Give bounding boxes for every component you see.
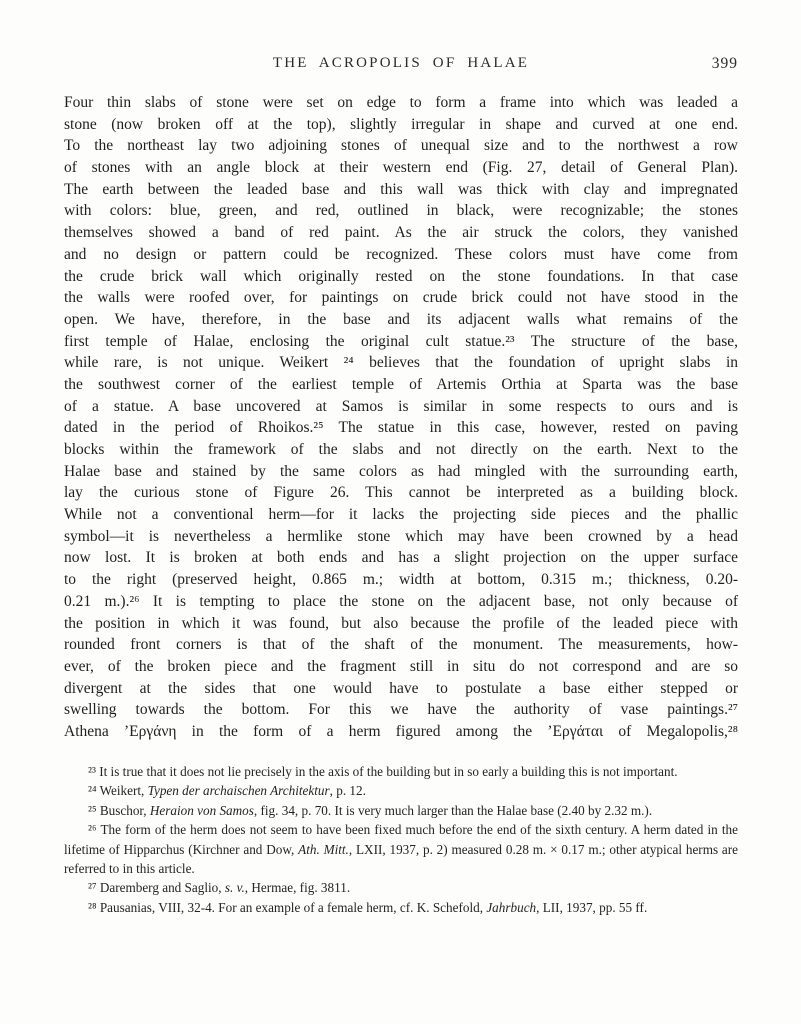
footnote-text: ²⁸ Pausanias, VIII, 32-4. For an example of a female herm, cf. K. Schefold,	[88, 899, 487, 915]
text-line: Athena ’Εργάνη in the form of a herm figured among the ’Εργάται of Megalopolis,²⁸	[64, 722, 738, 740]
footnote-italic-text: Typen der archaischen Architektur	[147, 783, 330, 799]
body-text	[64, 92, 738, 743]
footnote	[64, 781, 738, 800]
footnote	[64, 820, 738, 878]
running-head-title: THE ACROPOLIS OF HALAE	[272, 55, 530, 71]
text-line: the position in which it was found, but also because the profile of the leaded piece with	[64, 614, 738, 632]
text-line: Halae base and stained by the same colors as had mingled with the surrounding earth,	[64, 462, 738, 480]
page-header	[64, 55, 738, 77]
text-line: swelling towards the bottom. For this we have the authority of vase paintings.²⁷	[64, 701, 738, 719]
footnote-text: ²³ It is true that it does not lie precisely in the axis of the building but in so early a building this is not important.	[88, 764, 678, 779]
text-line: stone (now broken off at the top), slightly irregular in shape and curved at one end.	[64, 115, 738, 133]
text-line: now lost. It is broken at both ends and has a slight projection on the upper surface	[64, 549, 738, 567]
text-line: Four thin slabs of stone were set on edge to form a frame into which was leaded a	[64, 94, 738, 111]
footnotes-section	[64, 762, 738, 917]
footnote-italic-text: Heraion von Samos	[149, 802, 254, 818]
text-line: while rare, is not unique. Weikert ²⁴ believes that the foundation of upright slabs in	[64, 354, 738, 372]
text-line: While not a conventional herm—for it lacks the projecting side pieces and the phallic	[64, 506, 738, 524]
text-line: rounded front corners is that of the shaft of the monument. The measurements, how-	[64, 636, 738, 654]
text-line: symbol—it is nevertheless a hermlike stone which may have been crowned by a head	[64, 527, 738, 545]
text-line: dated in the period of Rhoikos.²⁵ The statue in this case, however, rested on paving	[64, 419, 738, 437]
page-number: 399	[711, 55, 738, 72]
text-line: with colors: blue, green, and red, outlined in black, were recognizable; the stones	[64, 202, 738, 220]
footnote	[64, 898, 738, 917]
text-line: divergent at the sides that one would have to postulate a base either stepped or	[64, 679, 738, 697]
text-line: ever, of the broken piece and the fragment still in situ do not correspond and are so	[64, 657, 738, 675]
text-line: themselves showed a band of red paint. As the air struck the colors, they vanished	[64, 224, 738, 242]
text-line: of stones with an angle block at their western end (Fig. 27, detail of General Plan).	[64, 159, 738, 177]
footnote-text: , Hermae, fig. 3811.	[244, 880, 351, 896]
footnote	[64, 878, 738, 897]
footnote-text: , p. 12.	[329, 783, 366, 799]
footnote-italic-text: Jahrbuch	[486, 899, 537, 915]
text-line: and no design or pattern could be recognized. These colors must have come from	[64, 245, 738, 263]
footnote-text: ²⁴ Weikert,	[88, 783, 148, 799]
text-line: To the northeast lay two adjoining stones of unequal size and to the northwest a row	[64, 137, 738, 155]
text-line: first temple of Halae, enclosing the original cult statue.²³ The structure of the base,	[64, 332, 738, 350]
text-line: 0.21 m.).²⁶ It is tempting to place the stone on the adjacent base, not only because of	[64, 592, 738, 610]
text-line: open. We have, therefore, in the base and its adjacent walls what remains of the	[64, 310, 738, 328]
text-line: the walls were roofed over, for paintings on crude brick could not have stood in the	[64, 289, 738, 307]
footnote-italic-text: s. v.	[224, 880, 245, 896]
footnote-text: , LXII, 1937, p. 2) measured 0.28 m. × 0.17 m.; other atypical herms are referred to in this article.	[64, 841, 739, 877]
text-line: the crude brick wall which originally rested on the stone foundations. In that case	[64, 267, 738, 285]
footnote-text: , fig. 34, p. 70. It is very much larger than the Halae base (2.40 by 2.32 m.).	[253, 802, 653, 818]
text-line: The earth between the leaded base and this wall was thick with clay and impregnated	[64, 180, 738, 198]
text-line: blocks within the framework of the slabs and not directly on the earth. Next to the	[64, 441, 738, 458]
footnote-text: ²⁵ Buschor,	[88, 802, 150, 818]
footnote-text: , LII, 1937, pp. 55 ff.	[536, 899, 648, 915]
text-line: of a statue. A base uncovered at Samos is similar in some respects to ours and is	[64, 397, 738, 415]
text-line: the southwest corner of the earliest temple of Artemis Orthia at Sparta was the base	[64, 375, 738, 393]
footnote	[64, 801, 738, 820]
footnote-text: ²⁷ Daremberg and Saglio,	[88, 880, 225, 896]
footnote-italic-text: Ath. Mitt.	[298, 841, 349, 857]
footnote-text: ²⁶ The form of the herm does not seem to have been fixed much before the end of the sixth century. A herm dated in the lifetime of Hipparchus (Kirchner and Dow,	[64, 822, 738, 857]
text-line: lay the curious stone of Figure 26. This cannot be interpreted as a building block.	[64, 484, 738, 502]
text-line: to the right (preserved height, 0.865 m.; width at bottom, 0.315 m.; thickness, 0.20-	[64, 571, 738, 589]
footnote	[64, 762, 738, 781]
